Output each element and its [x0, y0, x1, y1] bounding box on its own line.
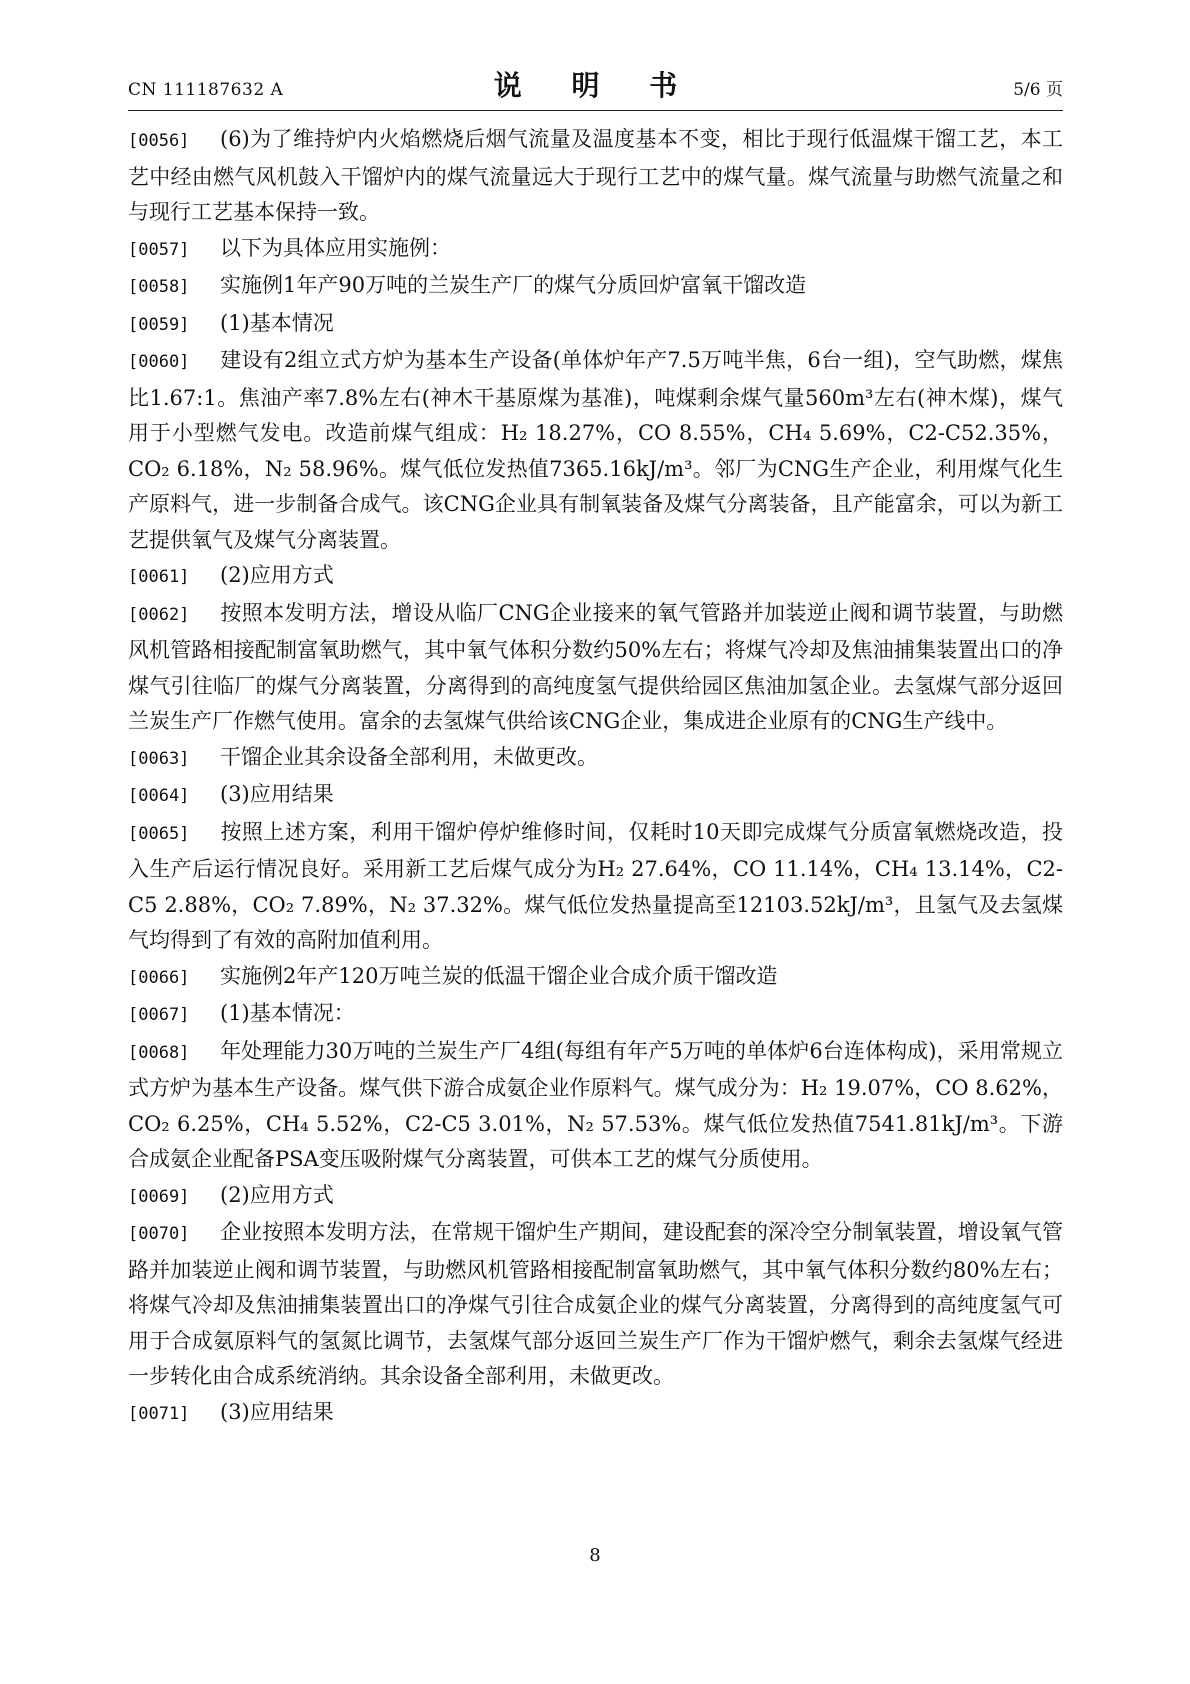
paragraph-text: (3)应用结果 — [220, 1399, 334, 1424]
paragraph-number: [0068] — [128, 1042, 190, 1063]
paragraph — [128, 1034, 1063, 1178]
paragraph — [128, 122, 1063, 231]
paragraph-number: [0061] — [128, 567, 190, 587]
paragraph-number: [0065] — [128, 823, 190, 844]
paragraph-number: [0058] — [128, 277, 190, 297]
paragraph — [128, 306, 1063, 344]
paragraph-number: [0060] — [128, 352, 190, 372]
paragraph-text: (6)为了维持炉内火焰燃烧后烟气流量及温度基本不变，相比于现行低温煤干馏工艺，本工艺中经由燃气风机鼓入干馏炉内的煤气流量远大于现行工艺中的煤气量。煤气流量与助燃气流量之和与现行工艺基本保持一致。 — [128, 127, 1063, 224]
paragraph-number: [0069] — [128, 1186, 190, 1207]
paragraph-text: (1)基本情况： — [220, 1001, 355, 1025]
paragraph — [128, 740, 1063, 778]
paragraph-text: (2)应用方式 — [220, 1182, 334, 1207]
paragraph-number: [0056] — [128, 131, 190, 151]
paragraph-text: 按照本发明方法，增设从临厂CNG企业接来的氧气管路并加装逆止阀和调节装置，与助燃风机管路相接配制富氧助燃气，其中氧气体积分数约50%左右；将煤气冷却及焦油捕集装置出口的净煤气引往临厂的煤气分离装置，分离得到的高纯度氢气提供给园区焦油加氢企业。去氢煤气部分返回兰炭生产厂作燃气使用。富余的去氢煤气供给该CNG企业，集成进企业原有的CNG生产线中。 — [128, 600, 1063, 733]
paragraph — [128, 1178, 1063, 1216]
paragraph-text: (2)应用方式 — [220, 563, 334, 587]
paragraph-number: [0062] — [128, 604, 190, 625]
page-header — [128, 64, 1063, 111]
paragraph-number: [0057] — [128, 239, 190, 260]
paragraph — [128, 996, 1063, 1034]
document-title: 说 明 书 — [493, 69, 698, 102]
paragraph — [128, 231, 1063, 269]
paragraph — [128, 815, 1063, 959]
paragraph — [128, 268, 1063, 306]
paragraph — [128, 596, 1063, 740]
paragraph-text: 以下为具体应用实施例： — [220, 235, 451, 260]
paragraph-text: 建设有2组立式方炉为基本生产设备(单体炉年产7.5万吨半焦，6台一组)，空气助燃，煤焦比1.67:1。焦油产率7.8%左右(神木干基原煤为基准)，吨煤剩余煤气量560m³左右(神木煤)，煤气用于小型燃气发电。改造前煤气组成：H₂ 18.27%，CO 8.55%，CH₄ 5.69%，C2-C52.35%，CO₂ 6.18%，N₂ 58.96%。煤气低位发热值7365.16kJ/m³。邻厂为CNG生产企业，利用煤气化生产原料气，进一步制备合成气。该CNG企业具有制氧装备及煤气分离装备，且产能富余，可以为新工艺提供氧气及煤气分离装置。 — [128, 348, 1063, 552]
paragraph-number: [0063] — [128, 748, 190, 769]
paragraph-number: [0067] — [128, 1005, 190, 1025]
paragraph — [128, 959, 1063, 997]
document-body — [128, 122, 1063, 1432]
paragraph-text: 企业按照本发明方法，在常规干馏炉生产期间，建设配套的深冷空分制氧装置，增设氧气管路并加装逆止阀和调节装置，与助燃风机管路相接配制富氧助燃气，其中氧气体积分数约80%左右；将煤气冷却及焦油捕集装置出口的净煤气引往合成氨企业的煤气分离装置，分离得到的高纯度氢气可用于合成氨原料气的氢氮比调节，去氢煤气部分返回兰炭生产厂作为干馏炉燃气，剩余去氢煤气经进一步转化由合成系统消纳。其余设备全部利用，未做更改。 — [128, 1220, 1063, 1388]
document-number: CN 111187632 A — [128, 80, 284, 100]
paragraph-text: 实施例1年产90万吨的兰炭生产厂的煤气分质回炉富氧干馏改造 — [220, 273, 807, 297]
paragraph-text: 干馏企业其余设备全部利用，未做更改。 — [220, 744, 598, 769]
paragraph — [128, 1395, 1063, 1433]
paragraph — [128, 343, 1063, 558]
paragraph-number: [0070] — [128, 1224, 190, 1244]
paragraph-text: 实施例2年产120万吨兰炭的低温干馏企业合成介质干馏改造 — [220, 963, 778, 988]
paragraph — [128, 777, 1063, 815]
paragraph-text: (3)应用结果 — [220, 782, 334, 806]
paragraph-number: [0064] — [128, 786, 190, 806]
paragraph — [128, 1215, 1063, 1395]
page-number: 8 — [589, 1545, 601, 1566]
paragraph-text: (1)基本情况 — [220, 310, 334, 335]
paragraph-number: [0066] — [128, 967, 190, 988]
page-info: 5/6 页 — [1013, 80, 1063, 100]
paragraph — [128, 558, 1063, 596]
paragraph-number: [0071] — [128, 1403, 190, 1424]
paragraph-number: [0059] — [128, 314, 190, 335]
paragraph-text: 年处理能力30万吨的兰炭生产厂4组(每组有年产5万吨的单体炉6台连体构成)，采用常规立式方炉为基本生产设备。煤气供下游合成氨企业作原料气。煤气成分为：H₂ 19.07%，CO 8.62%，CO₂ 6.25%，CH₄ 5.52%，C2-C5 3.01%，N₂ 57.53%。煤气低位发热值7541.81kJ/m³。下游合成氨企业配备PSA变压吸附煤气分离装置，可供本工艺的煤气分质使用。 — [128, 1038, 1063, 1171]
paragraph-text: 按照上述方案，利用干馏炉停炉维修时间，仅耗时10天即完成煤气分质富氧燃烧改造，投入生产后运行情况良好。采用新工艺后煤气成分为H₂ 27.64%，CO 11.14%，CH₄ 13.14%，C2-C5 2.88%，CO₂ 7.89%，N₂ 37.32%。煤气低位发热量提高至12103.52kJ/m³，且氢气及去氢煤气均得到了有效的高附加值利用。 — [128, 819, 1063, 952]
